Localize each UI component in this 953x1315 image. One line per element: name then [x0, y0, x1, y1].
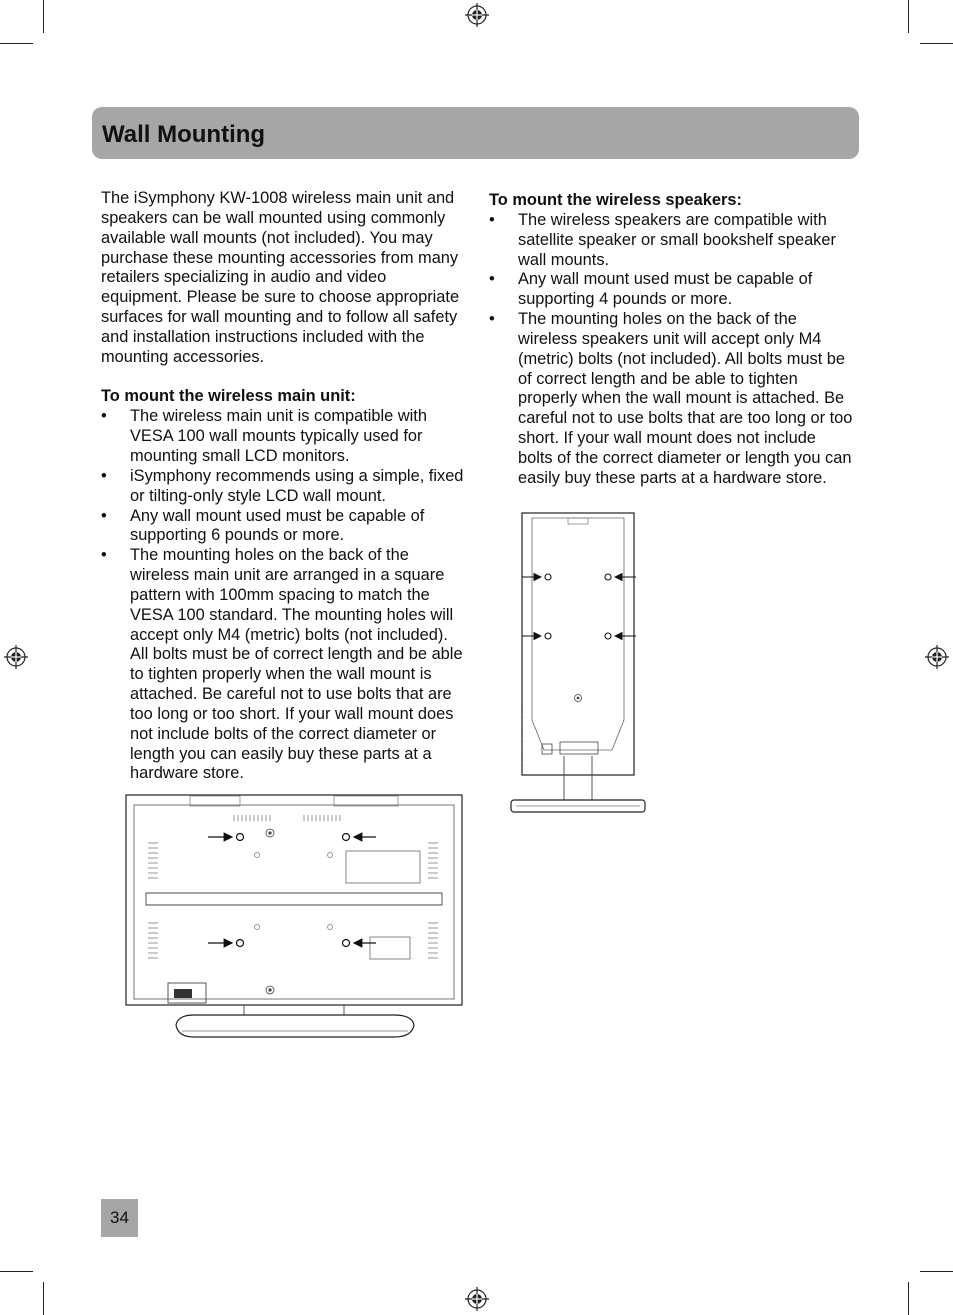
bullet-icon: • [489, 210, 495, 229]
section-header-bar [92, 107, 859, 159]
list-item [101, 546, 467, 784]
crop-mark [908, 1282, 909, 1315]
crop-mark [920, 1271, 953, 1272]
list-item [489, 310, 854, 489]
speaker-back-diagram [508, 510, 650, 815]
registration-mark-icon [925, 645, 949, 669]
crop-mark [0, 43, 33, 44]
list-item [101, 507, 467, 547]
bullet-icon: • [489, 310, 495, 329]
list-item [101, 467, 467, 507]
list-item-text: The wireless speakers are compatible with satellite speaker or small bookshelf speaker wall mounts. [518, 210, 836, 269]
list-item-text: The mounting holes on the back of the wireless main unit are arranged in a square pattern with 100mm spacing to match the VESA 100 standard. The mounting holes will accept only M4 (metric) bolts (not included). All bolts must be of correct length and be able to tighten properly when the wall mount is attached. Be careful not to use bolts that are too long or too short. If your wall mount does not include bolts of the correct diameter or length you can easily buy these parts at a hardware store. [130, 546, 463, 783]
bullet-icon: • [101, 466, 107, 485]
list-item-text: The wireless main unit is compatible with VESA 100 wall mounts typically used for mounting small LCD monitors. [130, 407, 427, 465]
crop-mark [43, 1282, 44, 1315]
bullet-icon: • [101, 546, 107, 565]
main-unit-heading: To mount the wireless main unit: [101, 387, 356, 406]
registration-mark-icon [465, 3, 489, 27]
page-title: Wall Mounting [102, 121, 266, 148]
bullet-icon: • [101, 407, 107, 426]
crop-mark [920, 43, 953, 44]
registration-mark-icon [4, 645, 28, 669]
crop-mark [908, 0, 909, 33]
registration-mark-icon [465, 1287, 489, 1311]
page-number: 34 [110, 1208, 129, 1227]
list-item-text: The mounting holes on the back of the wireless speakers unit will accept only M4 (metric) bolts (not included). All bolts must be of correct length and be able to tighten properly when the wall mount is attached. Be careful not to use bolts that are too long or too short. If your wall mount does not include bolts of the correct diameter or length you can easily buy these parts at a hardware store. [518, 310, 853, 487]
list-item [101, 407, 467, 467]
crop-mark [43, 0, 44, 33]
intro-paragraph: The iSymphony KW-1008 wireless main unit and speakers can be wall mounted using commonly available wall mounts (not included). You may purchase these mounting accessories from many retailers specializing in audio and video equipment. Please be sure to choose appropriate surfaces for wall mounting and to follow all safety and installation instructions included with the mounting accessories. [101, 189, 460, 366]
list-item [489, 211, 854, 271]
list-item [489, 270, 854, 310]
main-unit-back-diagram [124, 793, 464, 1043]
speakers-heading: To mount the wireless speakers: [489, 191, 742, 209]
list-item-text: iSymphony recommends using a simple, fixed or tilting-only style LCD wall mount. [130, 466, 464, 505]
bullet-icon: • [101, 506, 107, 525]
page-number-box [101, 1199, 138, 1237]
speakers-bullet-list [489, 211, 854, 489]
list-item-text: Any wall mount used must be capable of supporting 6 pounds or more. [130, 506, 425, 545]
main-unit-bullet-list [101, 407, 467, 784]
crop-mark [0, 1271, 33, 1272]
left-column [101, 189, 467, 784]
bullet-icon: • [489, 270, 495, 289]
list-item-text: Any wall mount used must be capable of supporting 4 pounds or more. [518, 270, 813, 309]
right-column [489, 191, 854, 489]
